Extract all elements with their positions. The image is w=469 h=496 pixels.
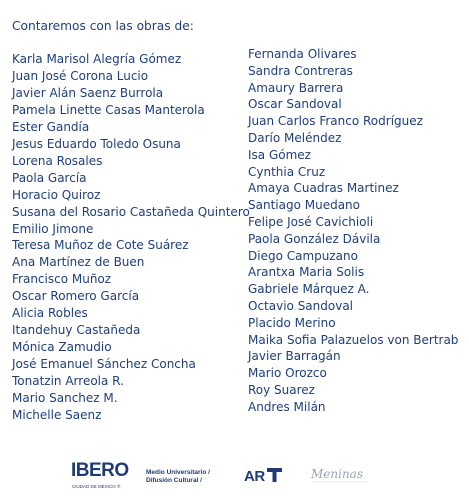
artist-left-item: Horacio Quiroz — [12, 187, 101, 202]
artist-left-item: Lorena Rosales — [12, 153, 103, 168]
artist-left-item: Javier Alán Saenz Burrola — [12, 85, 164, 100]
top-rule — [0, 0, 469, 5]
artist-left-item: Pamela Linette Casas Manterola — [12, 102, 205, 117]
artist-left-item: Juan José Corona Lucio — [12, 68, 149, 83]
ibero-logo-sub: CIUDAD DE MÉXICO ® — [72, 484, 121, 489]
arte-logo — [244, 466, 286, 484]
artist-left-item: Paola García — [12, 170, 87, 185]
artist-left-item: José Emanuel Sánchez Concha — [12, 357, 196, 372]
artist-right-item: Paola González Dávila — [248, 231, 381, 246]
artist-left-item: Oscar Romero García — [12, 289, 140, 304]
artist-right-item: Andres Milán — [248, 399, 326, 414]
artist-right-item: Fernanda Olivares — [248, 47, 357, 61]
artist-left-item: Susana del Rosario Castañeda Quintero — [12, 204, 250, 219]
artist-right-item: Santiago Muedano — [248, 198, 361, 213]
artist-left-item: Ester Gandía — [12, 119, 90, 134]
artist-left-item: Alicia Robles — [12, 306, 88, 321]
artist-left-item: Ana Martínez de Buen — [12, 255, 145, 270]
artist-left-item: Mario Sanchez M. — [12, 391, 118, 406]
artist-right-item: Placido Merino — [248, 315, 336, 330]
artist-right-item: Isa Gómez — [248, 147, 311, 162]
intro-heading: Contaremos con las obras de: — [12, 19, 194, 33]
artist-right-item: Juan Carlos Franco Rodríguez — [248, 114, 423, 129]
artists-list-right — [248, 46, 463, 416]
ibero-logo-word: IBERO — [71, 460, 129, 481]
artist-right-item: Octavio Sandoval — [248, 298, 354, 313]
svg-text:AR: AR — [244, 468, 265, 484]
ibero-logo — [71, 461, 133, 491]
artist-left-item: Emilio Jimone — [12, 221, 94, 236]
arte-logo-mark — [244, 466, 286, 484]
artist-right-item: Mario Orozco — [248, 366, 327, 381]
artist-left-item: Mónica Zamudio — [12, 340, 112, 355]
artist-left-item: Teresa Muñoz de Cote Suárez — [12, 238, 189, 253]
artist-right-item: Maika Sofia Palazuelos von Bertrab — [248, 332, 459, 347]
artist-left-item: Karla Marisol Alegría Gómez — [12, 52, 182, 66]
artist-right-item: Sandra Contreras — [248, 63, 353, 78]
svg-text:Meninas: Meninas — [311, 467, 363, 481]
artist-right-item: Oscar Sandoval — [248, 97, 342, 112]
artist-right-item: Felipe José Cavichioli — [248, 214, 374, 229]
artist-right-item: Darío Meléndez — [248, 130, 342, 145]
artist-left-item: Francisco Muñoz — [12, 272, 112, 287]
artist-left-item: Jesus Eduardo Toledo Osuna — [12, 136, 181, 151]
artist-right-item: Diego Campuzano — [248, 248, 358, 263]
artist-left-item: Michelle Saenz — [12, 408, 102, 423]
artist-right-item: Amaya Cuadras Martinez — [248, 181, 399, 196]
medio-logo-line-1: Medio Universitario / — [146, 469, 210, 476]
artist-right-item: Gabriele Márquez A. — [248, 282, 370, 297]
artists-list-left — [12, 51, 248, 424]
meninas-logo — [309, 461, 369, 489]
medio-universitario-logo — [146, 469, 224, 487]
medio-logo-line-2: Difusión Cultural / — [146, 477, 202, 484]
artist-left-item: Tonatzin Arreola R. — [12, 374, 124, 389]
artist-right-item: Amaury Barrera — [248, 80, 344, 95]
artist-left-item: Itandehuy Castañeda — [12, 323, 141, 338]
artist-right-item: Arantxa Maria Solis — [248, 265, 365, 280]
meninas-logo-mark — [309, 461, 369, 489]
artist-right-item: Cynthia Cruz — [248, 164, 326, 179]
artist-right-item: Javier Barragán — [248, 349, 341, 364]
artist-right-item: Roy Suarez — [248, 382, 315, 397]
